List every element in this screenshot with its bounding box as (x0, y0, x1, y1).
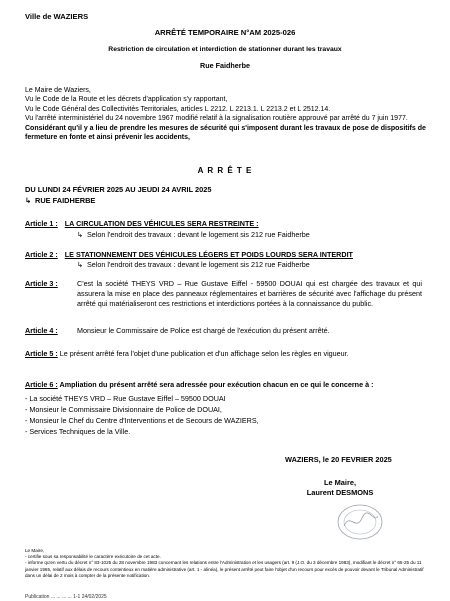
article-1 (25, 219, 435, 239)
article-label: Article 3 : (25, 279, 58, 288)
period-dates: DU LUNDI 24 FÉVRIER 2025 AU JEUDI 24 AVRIL 2025 (25, 185, 212, 194)
preamble-line: Vu le Code Général des Collectivités Territoriales, articles L 2212. L 2213.1. L 2213.2 et L 2512.14. (25, 105, 331, 113)
signature-name: Laurent DESMONS (306, 488, 374, 497)
preamble (25, 86, 430, 142)
article-text: Monsieur le Commissaire de Police est chargé de l'exécution du présent arrêté. (77, 326, 330, 335)
article-text: Le présent arrêté fera l'objet d'une publication et d'un affichage selon les règles en vigueur. (59, 349, 349, 358)
municipality-name: Ville de WAZIERS (25, 12, 89, 21)
legal-footer (25, 548, 430, 579)
publication-line: Publication ... ... ... ... 1-1 24/02/2025 (25, 594, 107, 600)
recipient-list (25, 394, 423, 437)
article-detail-text: Selon l'endroit des travaux : devant le logement sis 212 rue Faidherbe (87, 259, 310, 269)
article-6 (25, 380, 423, 437)
recipient-item: - Services Techniques de la Ville. (25, 426, 131, 436)
considering-clause: Considérant qu'il y a lieu de prendre les mesures de sécurité qui s'imposent durant les travaux de pose de dispositifs de fermeture en fonte et ainsi prévenir les accidents, (25, 124, 426, 141)
decree-heading: A R R Ê T E (197, 166, 253, 175)
period-location-text: RUE FAIDHERBE (35, 196, 96, 205)
decree-street: Rue Faidherbe (200, 61, 250, 70)
signature-title: Le Maire, (323, 478, 357, 487)
preamble-line: Le Maire de Waziers, (25, 87, 91, 94)
article-heading: LA CIRCULATION DES VÉHICULES SERA RESTREINTE : (64, 219, 259, 228)
recipient-item: - La société THEYS VRD – Rue Gustave Eiffel – 59500 DOUAI (25, 394, 226, 404)
recipient-item: - Monsieur le Commissaire Divisionnaire de Police de DOUAI, (25, 405, 222, 415)
preamble-line: Vu l'arrêté interministériel du 24 novembre 1967 modifié relatif à la signalisation routière approuvé par arrêté du 7 juin 1977. (25, 115, 408, 123)
signature-place-date: WAZIERS, le 20 FEVRIER 2025 (285, 455, 392, 464)
return-arrow-icon: ↳ (77, 259, 84, 269)
article-detail-text: Selon l'endroit des travaux : devant le logement sis 212 rue Faidherbe (87, 229, 310, 239)
return-arrow-icon: ↳ (25, 196, 32, 205)
footer-line: - certifie sous sa responsabilité le caractère exécutoire de cet acte. (25, 554, 161, 560)
recipient-item: - Monsieur le Chef du Centre d'Interventions et de Secours de WAZIERS, (25, 415, 259, 425)
article-2 (25, 250, 440, 269)
preamble-line: Vu le Code de la Route et les décrets d'application s'y rapportant, (25, 96, 228, 104)
signature-stamp (330, 502, 390, 542)
article-text: C'est la société THEYS VRD – Rue Gustave Eiffel - 59500 DOUAI qui est chargée des travaux et qui assurera la mise en place des panneaux réglementaires et barrières de sécurité avec l'affichage du présent arrêté qui matérialiseront ces restrictions et interdictions portées à la connaissance du public. (77, 279, 422, 309)
article-heading: Ampliation du présent arrêté sera adressée pour exécution chacun en ce qui le concerne à : (59, 380, 374, 389)
return-arrow-icon: ↳ (77, 229, 84, 239)
article-detail (77, 230, 435, 240)
article-label: Article 1 : (25, 219, 58, 228)
period-location (25, 196, 95, 206)
article-label: Article 5 : (25, 349, 58, 358)
article-detail (77, 260, 440, 270)
article-heading: LE STATIONNEMENT DES VÉHICULES LÉGERS ET POIDS LOURDS SERA INTERDIT (64, 250, 353, 259)
footer-line: Le Maire, (25, 548, 45, 553)
footer-line: - informe qu'en vertu du décret n° 83-1025 du 28 novembre 1983 concernant les relations entre l'Administration et les usagers (art. 9 (J.O. du 3 décembre 1983), modifiant le décret n° 65-25 du 11 janvier 1965, relatif aux délais de recours contentieux en matière administrative (art. 1 - alinéa), le présent arrêté peut faire l'objet d'un recours pour excès de pouvoir devant le Tribunal Administratif dans un délai de 2 mois à compter de la présente notification. (25, 560, 424, 578)
decree-title: ARRÊTÉ TEMPORAIRE N°AM 2025-026 (154, 28, 296, 37)
article-label: Article 6 : (25, 380, 58, 389)
decree-subject: Restriction de circulation et interdiction de stationner durant les travaux (108, 46, 342, 53)
article-5 (25, 349, 423, 359)
article-label: Article 4 : (25, 326, 58, 335)
article-label: Article 2 : (25, 250, 58, 259)
